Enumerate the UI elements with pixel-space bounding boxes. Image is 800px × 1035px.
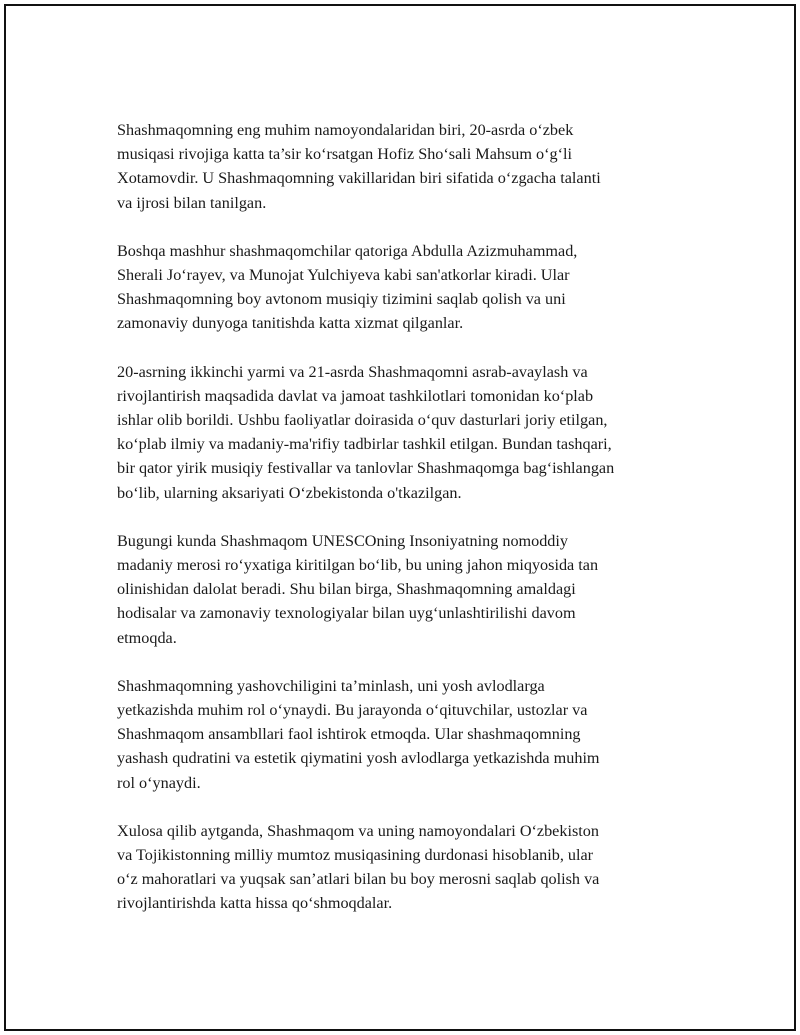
text-line: Xotamovdir. U Shashmaqomning vakillaridan biri sifatida o‘zgacha talanti xyxy=(117,169,601,188)
text-line: Shashmaqomning yashovchiligini ta’minlash, uni yosh avlodlarga xyxy=(117,676,545,695)
text-line: etmoqda. xyxy=(117,628,177,647)
text-line: bir qator yirik musiqiy festivallar va tanlovlar Shashmaqomga bag‘ishlangan xyxy=(117,459,615,478)
paragraph-6 xyxy=(117,819,697,916)
text-line: Bugungi kunda Shashmaqom UNESCOning Insoniyatning nomoddiy xyxy=(117,531,568,550)
text-line: yetkazishda muhim rol o‘ynaydi. Bu jarayonda o‘qituvchilar, ustozlar va xyxy=(117,701,588,720)
text-line: olinishidan dalolat beradi. Shu bilan birga, Shashmaqomning amaldagi xyxy=(117,580,576,599)
text-line: Xulosa qilib aytganda, Shashmaqom va uning namoyondalari O‘zbekiston xyxy=(117,821,599,840)
paragraph-3 xyxy=(117,360,697,505)
text-line: va Tojikistonning milliy mumtoz musiqasining durdonasi hisoblanib, ular xyxy=(117,846,594,865)
text-line: Shashmaqom ansambllari faol ishtirok etmoqda. Ular shashmaqomning xyxy=(117,725,581,744)
text-line: hodisalar va zamonaviy texnologiyalar bilan uyg‘unlashtirilishi davom xyxy=(117,604,576,623)
text-line: Sherali Jo‘rayev, va Munojat Yulchiyeva kabi san'atkorlar kiradi. Ular xyxy=(117,266,570,285)
paragraph-2 xyxy=(117,239,697,336)
text-line: bo‘lib, ularning aksariyati O‘zbekistonda o'tkazilgan. xyxy=(117,483,462,502)
text-line: Boshqa mashhur shashmaqomchilar qatoriga Abdulla Azizmuhammad, xyxy=(117,241,578,260)
text-line: rol o‘ynaydi. xyxy=(117,773,201,792)
text-line: 20-asrning ikkinchi yarmi va 21-asrda Shashmaqomni asrab-avaylash va xyxy=(117,362,588,381)
text-line: rivojlantirishda katta hissa qo‘shmoqdalar. xyxy=(117,894,393,913)
paragraph-5 xyxy=(117,674,697,795)
paragraph-4 xyxy=(117,529,697,650)
paragraph-1 xyxy=(117,118,697,215)
text-line: Shashmaqomning eng muhim namoyondalaridan biri, 20-asrda o‘zbek xyxy=(117,121,574,139)
text-line: ishlar olib borildi. Ushbu faoliyatlar doirasida o‘quv dasturlari joriy etilgan, xyxy=(117,411,608,430)
text-line: va ijrosi bilan tanilgan. xyxy=(117,193,267,212)
text-line: zamonaviy dunyoga tanitishda katta xizmat qilganlar. xyxy=(117,314,464,333)
text-line: madaniy merosi ro‘yxatiga kiritilgan bo‘lib, bu uning jahon miqyosida tan xyxy=(117,556,599,575)
text-line: rivojlantirish maqsadida davlat va jamoat tashkilotlari tomonidan ko‘plab xyxy=(117,386,594,405)
text-line: yashash qudratini va estetik qiymatini yosh avlodlarga yetkazishda muhim xyxy=(117,749,600,768)
text-line: Shashmaqomning boy avtonom musiqiy tizimini saqlab qolish va uni xyxy=(117,290,566,309)
text-line: ko‘plab ilmiy va madaniy-ma'rifiy tadbirlar tashkil etilgan. Bundan tashqari, xyxy=(117,435,612,454)
text-line: musiqasi rivojiga katta ta’sir ko‘rsatgan Hofiz Sho‘sali Mahsum o‘g‘li xyxy=(117,145,572,164)
text-line: o‘z mahoratlari va yuqsak san’atlari bilan bu boy merosni saqlab qolish va xyxy=(117,870,600,889)
document-body xyxy=(117,118,697,940)
